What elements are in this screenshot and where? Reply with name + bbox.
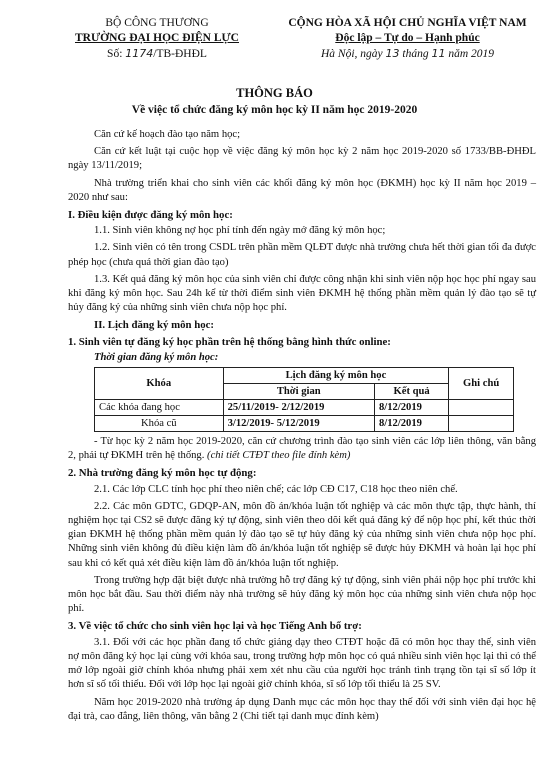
intro-paragraph: Căn cứ kết luật tại cuộc họp về việc đăng ký môn học kỳ 2 năm học 2019-2020 số 1733/BB-ĐHĐL ngày 13/11/2019;: [68, 146, 536, 172]
issuer-block: [62, 16, 252, 62]
section-paragraph: 1.2. Sinh viên có tên trong CSDL trên phần mềm QLĐT được nhà trường chưa hết thời gian tối đa được phép học (chưa quá thời gian đào tạo): [68, 242, 536, 268]
section-paragraph: 2.2. Các môn GDTC, GDQP-AN, môn đồ án/khóa luận tốt nghiệp và các môn thực tập, thực hành, thí nghiệm học tại CS2 sẽ được đăng ký tự động, sinh viên theo dõi kết quả đăng ký để nộp học phí, kết thúc thời gian ĐKMH hệ thống phần mềm quản lý đào tạo sẽ tự hủy đăng ký của những sinh viên chưa nộp học phí. Những sinh viên không đủ điều kiện làm đồ án/khóa luận tốt nghiệp sẽ được hủy ĐKMH và hoàn lại học phí sau khi có kết quả xét điều kiện làm đồ án/khóa luận tốt nghiệp.: [68, 500, 536, 569]
section-paragraph: 1.1. Sinh viên không nợ học phí tính đến ngày mở đăng ký môn học;: [94, 225, 386, 237]
date-line: Hà Nội, ngày 13 tháng 11 năm 2019: [320, 47, 495, 60]
cell-ghichu: [449, 400, 514, 416]
document-title: THÔNG BÁO: [236, 86, 313, 100]
university-name: TRƯỜNG ĐẠI HỌC ĐIỆN LỰC: [75, 32, 239, 44]
date-month-handwritten: 11: [431, 47, 446, 60]
section-heading: II. Lịch đăng ký môn học:: [94, 319, 214, 332]
cell-ghichu: [449, 416, 514, 432]
section-paragraph: Năm học 2019-2020 nhà trường áp dụng Danh mục các môn học thay thế đối với sinh viên đại học hệ đại trà, cao đẳng, liên thông, văn bằng 2 (Chi tiết tại danh mục đính kèm): [68, 696, 536, 722]
col-header-ketqua: Kết quả: [374, 384, 448, 400]
table-header-row: [95, 368, 514, 384]
motto: Độc lập – Tự do – Hạnh phúc: [335, 32, 480, 44]
cell-thoigian: 25/11/2019- 2/12/2019: [223, 400, 374, 416]
cell-thoigian: 3/12/2019- 5/12/2019: [223, 416, 374, 432]
col-header-lich: Lịch đăng ký môn học: [223, 368, 449, 384]
intro-paragraph: Nhà trường triển khai cho sinh viên các khối đăng ký môn học (ĐKMH) học kỳ II năm học 2019 – 2020 như sau:: [68, 177, 536, 203]
intro-paragraph: Căn cứ kế hoạch đào tạo năm học;: [94, 129, 241, 140]
date-day-handwritten: 13: [385, 47, 400, 60]
section-paragraph: 2.1. Các lớp CLC tính học phí theo niên chế; các lớp CĐ C17, C18 học theo niên chế.: [94, 483, 458, 495]
subsection-heading: 1. Sinh viên tự đăng ký học phần trên hệ thống bằng hình thức online:: [68, 335, 391, 348]
table-row: [95, 416, 514, 432]
col-header-thoigian: Thời gian: [223, 384, 374, 400]
registration-schedule-table: [94, 367, 514, 432]
document-body: [68, 128, 536, 727]
note-attachment: (chi tiết CTĐT theo file đính kèm): [207, 450, 351, 462]
document-subtitle: Về việc tổ chức đăng ký môn học kỳ II năm học 2019-2020: [131, 104, 418, 116]
col-header-khoa: Khóa: [95, 368, 224, 400]
cell-khoa: Khóa cũ: [95, 416, 224, 432]
section-paragraph: 1.3. Kết quả đăng ký môn học của sinh viên chỉ được công nhận khi sinh viên nộp học học phí ngay sau khi đăng ký môn học. Sau 24h kể từ thời điểm sinh viên ĐKMH hệ thống phần mềm quản lý đào tạo sẽ tự hủy đăng ký của những sinh viên chưa nộp học phí.: [68, 273, 536, 314]
doc-number: Số: 1174/TB-ĐHĐL: [107, 47, 207, 60]
subsection-heading: 3. Về việc tổ chức cho sinh viên học lại và học Tiếng Anh bổ trợ:: [68, 620, 362, 633]
doc-number-handwritten: 1174: [125, 47, 154, 60]
cell-ketqua: 8/12/2019: [374, 400, 448, 416]
subsection-heading: 2. Nhà trường đăng ký môn học tự động:: [68, 467, 257, 480]
table-row: [95, 400, 514, 416]
national-header: [280, 16, 535, 62]
country-name: CỘNG HÒA XÃ HỘI CHỦ NGHĨA VIỆT NAM: [288, 17, 527, 29]
note-paragraph: - Từ học kỳ 2 năm học 2019-2020, căn cứ chương trình đào tạo sinh viên các lớp liên thông, văn bằng 2, phải tự ĐKMH trên hệ thống. (chi tiết CTĐT theo file đính kèm): [68, 436, 536, 462]
section-heading: I. Điều kiện được đăng ký môn học:: [68, 209, 233, 222]
section-paragraph: Trong trường hợp đặt biệt được nhà trường hỗ trợ đăng ký tự động, sinh viên phải nộp học phí trước khi môn học bắt đầu. Sau thời điểm này nhà trường sẽ hủy đăng ký môn học của những sinh viên chưa nộp học phí.: [68, 574, 536, 615]
cell-ketqua: 8/12/2019: [374, 416, 448, 432]
cell-khoa: Các khóa đang học: [95, 400, 224, 416]
col-header-ghichu: Ghi chú: [449, 368, 514, 400]
section-paragraph: 3.1. Đối với các học phần đang tổ chức giảng dạy theo CTĐT hoặc đã có môn học thay thế, sinh viên nợ môn đăng ký học lại cùng với khóa sau, trong trường hợp môn học có quá nhiều sinh viên học lại thì có thể mở lớp ngoài giờ chính khóa nhưng phải xem xét nhu cầu của người học tránh tình trạng tồn tại sĩ số lớp ít hơn sĩ số tối thiểu. Đối với lớp học lại ngoài giờ chính khóa, sĩ số lớp tối thiểu là 25 SV.: [68, 636, 536, 691]
ministry-name: BỘ CÔNG THƯƠNG: [105, 17, 209, 29]
schedule-label: Thời gian đăng ký môn học:: [94, 351, 219, 363]
